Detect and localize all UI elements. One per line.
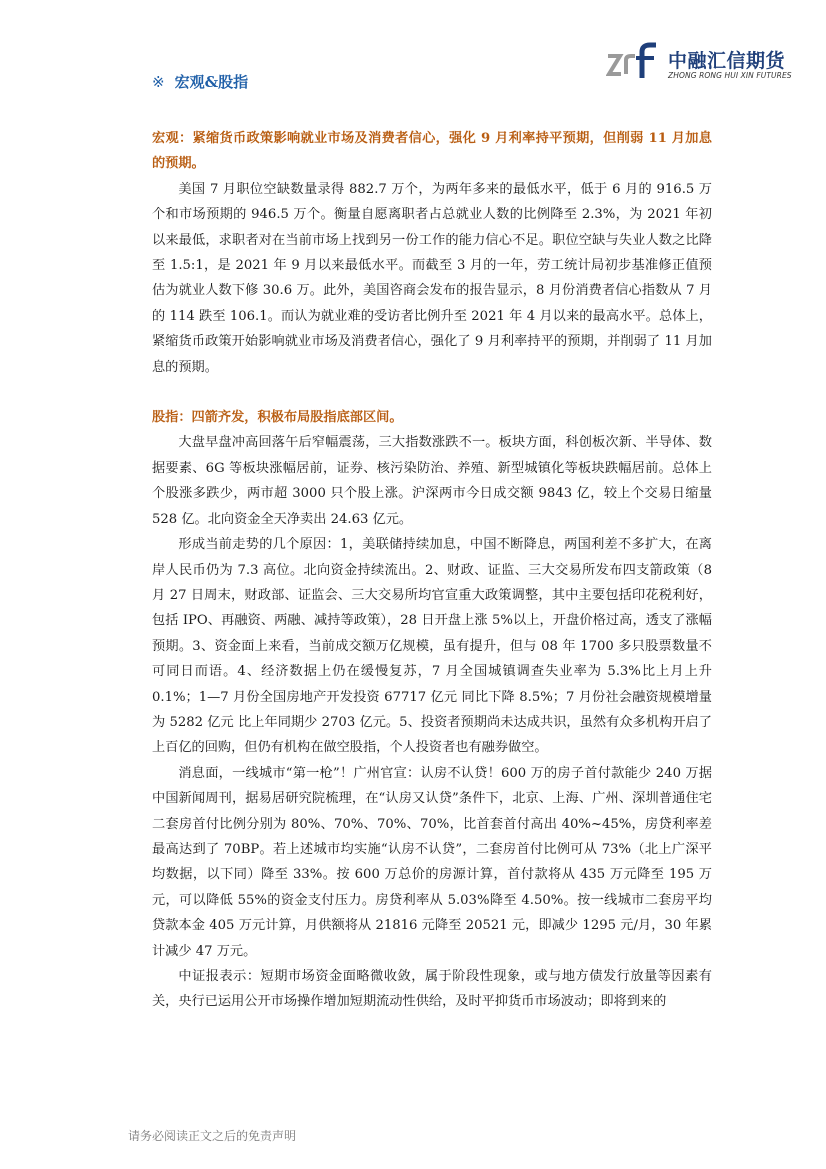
company-logo xyxy=(606,42,796,86)
equity-paragraph-cs-news: 中证报表示：短期市场资金面略微收敛，属于阶段性现象，或与地方债发行放量等因素有关，央行已运用公开市场操作增加短期流动性供给，及时平抑货币市场波动；即将到来的 xyxy=(152,969,712,1010)
macro-heading: 宏观：紧缩货币政策影响就业市场及消费者信心，强化 9 月利率持平预期，但削弱 11 月加息的预期。 xyxy=(152,131,712,172)
logo-english-name: ZHONG RONG HUI XIN FUTURES xyxy=(668,71,792,80)
footer-disclaimer: 请务必阅读正文之后的免责声明 xyxy=(128,1129,297,1143)
logo-chinese-name: 中融汇信期货 xyxy=(668,50,786,72)
reference-mark-icon: ※ xyxy=(152,73,165,91)
report-body xyxy=(152,126,712,1015)
equity-heading: 股指：四箭齐发，积极布局股指底部区间。 xyxy=(152,410,403,426)
equity-paragraph-reasons: 形成当前走势的几个原因：1，美联储持续加息，中国不断降息，两国利差不多扩大，在离岸人民币仍为 7.3 高位。北向资金持续流出。2、财政、证监、三大交易所发布四支箭政策（8 月 27 日周末，财政部、证监会、三大交易所均官宣重大政策调整，其中主要包括印花税利好，包括 IPO、再融资、两融、减持等政策），28 日开盘上涨 5%以上，开盘价格过高，透支了涨幅预期。3、资金面上来看，当前成交额万亿规模，虽有提升，但与 08 年 1700 多只股票数量不可同日而语。4、经济数据上仍在缓慢复苏，7 月全国城镇调查失业率为 5.3%比上月上升 0.1%；1—7 月份全国房地产开发投资 67717 亿元 同比下降 8.5%；7 月份社会融资规模增量为 5282 亿元 比上年同期少 2703 亿元。5、投资者预期尚未达成共识，虽然有众多机构开启了上百亿的回购，但仍有机构在做空股指，个人投资者也有融券做空。 xyxy=(152,537,712,756)
section-title: 宏观&股指 xyxy=(174,73,249,91)
section-spacer xyxy=(152,380,712,405)
section-heading xyxy=(152,71,248,92)
logo-mark-icon xyxy=(606,42,664,82)
equity-paragraph-market: 大盘早盘冲高回落午后窄幅震荡，三大指数涨跌不一。板块方面，科创板次新、半导体、数据要素、6G 等板块涨幅居前，证券、核污染防治、养殖、新型城镇化等板块跌幅居前。总体上个股涨多跌少，两市超 3000 只个股上涨。沪深两市今日成交额 9843 亿，较上个交易日缩量 528 亿。北向资金全天净卖出 24.63 亿元。 xyxy=(152,435,712,527)
equity-paragraph-news: 消息面，一线城市“第一枪”！广州官宣：认房不认贷！600 万的房子首付款能少 240 万据中国新闻周刊，据易居研究院梳理，在“认房又认贷”条件下，北京、上海、广州、深圳普通住宅二套房首付比例分别为 80%、70%、70%、70%，比首套首付高出 40%~45%，房贷利率差最高达到了 70BP。若上述城市均实施“认房不认贷”，二套房首付比例可从 73%（北上广深平均数据，以下同）降至 33%。按 600 万总价的房源计算，首付款将从 435 万元降至 195 万元，可以降低 55%的资金支付压力。房贷利率从 5.03%降至 4.50%。按一线城市二套房平均贷款本金 405 万元计算，月供额将从 21816 元降至 20521 元，即减少 1295 元/月，30 年累计减少 47 万元。 xyxy=(152,765,712,959)
macro-paragraph: 美国 7 月职位空缺数量录得 882.7 万个，为两年多来的最低水平，低于 6 月的 916.5 万个和市场预期的 946.5 万个。衡量自愿离职者占总就业人数的比例降至 2.3%，为 2021 年初以来最低，求职者对在当前市场上找到另一份工作的能力信心不足。职位空缺与失业人数之比降至 1.5:1，是 2021 年 9 月以来最低水平。而截至 3 月的一年，劳工统计局初步基准修正值预估为就业人数下修 30.6 万。此外，美国咨商会发布的报告显示，8 月份消费者信心指数从 7 月的 114 跌至 106.1。而认为就业难的受访者比例升至 2021 年 4 月以来的最高水平。总体上，紧缩货币政策开始影响就业市场及消费者信心，强化了 9 月利率持平的预期，并削弱了 11 月加息的预期。 xyxy=(152,181,712,375)
